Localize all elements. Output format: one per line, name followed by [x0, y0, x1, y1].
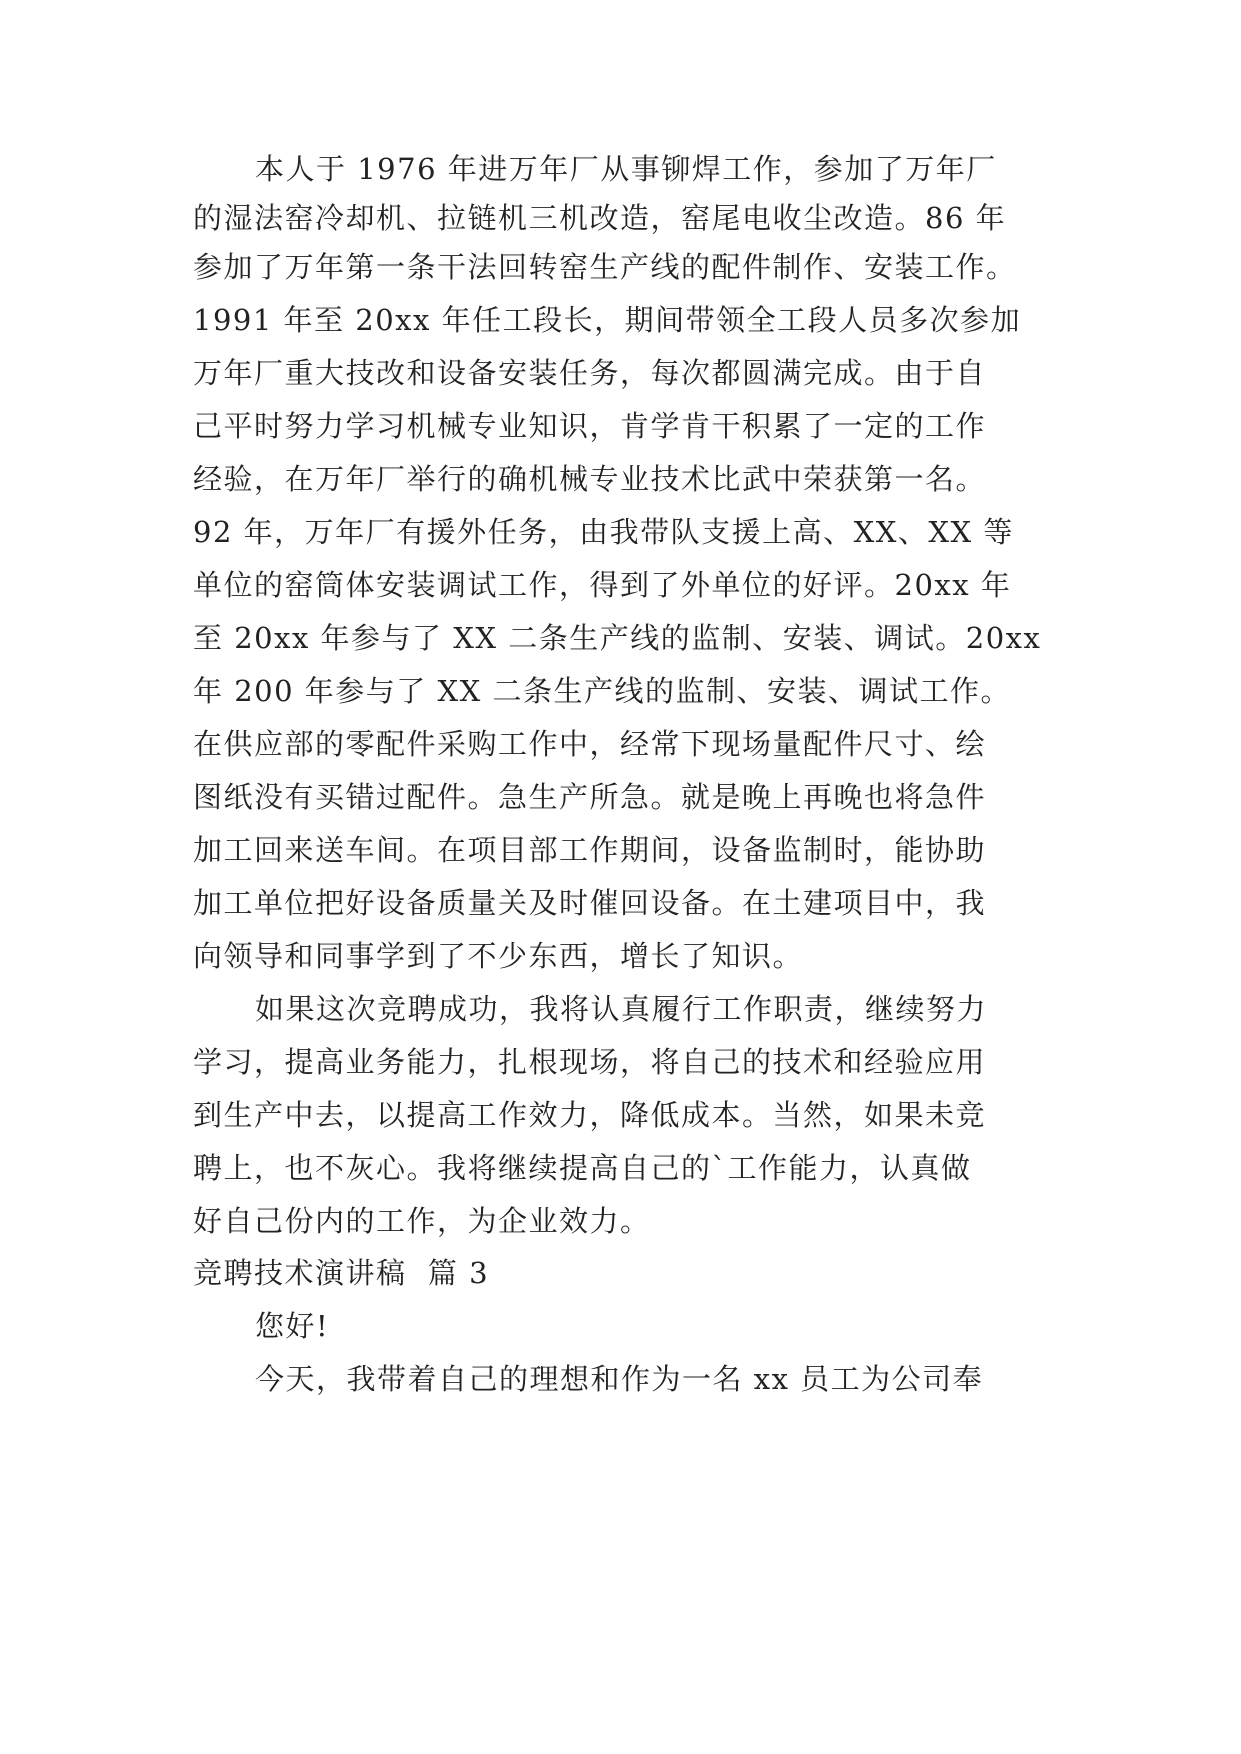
text-line: 的湿法窑冷却机、拉链机三机改造，窑尾电收尘改造。86 年 [193, 201, 1007, 235]
text-line: 加工回来送车间。在项目部工作期间，设备监制时，能协助 [193, 833, 987, 867]
text-line: 92 年，万年厂有援外任务，由我带队支援上高、XX、XX 等 [193, 515, 1014, 549]
text-line: 到生产中去，以提高工作效力，降低成本。当然，如果未竞 [193, 1098, 987, 1132]
text-line: 学习，提高业务能力，扎根现场，将自己的技术和经验应用 [193, 1045, 987, 1079]
text-line: 至 20xx 年参与了 XX 二条生产线的监制、安装、调试。20xx [193, 621, 1042, 655]
text-line: 经验，在万年厂举行的确机械专业技术比武中荣获第一名。 [193, 462, 987, 496]
text-line: 本人于 1976 年进万年厂从事铆焊工作，参加了万年厂 [255, 152, 997, 186]
text-line: 万年厂重大技改和设备安装任务，每次都圆满完成。由于自 [193, 356, 987, 390]
text-line: 年 200 年参与了 XX 二条生产线的监制、安装、调试工作。 [193, 674, 1012, 708]
section-heading: 竞聘技术演讲稿 篇 3 [193, 1256, 490, 1290]
text-line: 好自己份内的工作，为企业效力。 [193, 1204, 651, 1238]
text-line: 聘上，也不灰心。我将继续提高自己的`工作能力，认真做 [193, 1151, 972, 1185]
text-line: 单位的窑筒体安装调试工作，得到了外单位的好评。20xx 年 [193, 568, 1012, 602]
text-line: 1991 年至 20xx 年任工段长，期间带领全工段人员多次参加 [193, 303, 1022, 337]
text-line: 向领导和同事学到了不少东西，增长了知识。 [193, 939, 804, 973]
text-line: 加工单位把好设备质量关及时催回设备。在土建项目中，我 [193, 886, 987, 920]
text-line: 己平时努力学习机械专业知识，肯学肯干积累了一定的工作 [193, 409, 987, 443]
text-line: 今天，我带着自己的理想和作为一名 xx 员工为公司奉 [255, 1362, 984, 1396]
text-line: 图纸没有买错过配件。急生产所急。就是晚上再晚也将急件 [193, 780, 987, 814]
text-line: 参加了万年第一条干法回转窑生产线的配件制作、安装工作。 [193, 250, 1017, 284]
text-line: 如果这次竞聘成功，我将认真履行工作职责，继续努力 [255, 992, 988, 1026]
greeting-line: 您好! [255, 1309, 330, 1343]
text-line: 在供应部的零配件采购工作中，经常下现场量配件尺寸、绘 [193, 727, 987, 761]
